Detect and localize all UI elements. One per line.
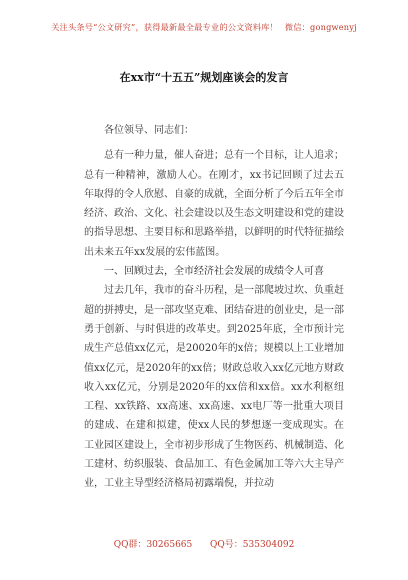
paragraph-review: 过去几年，我市的奋斗历程，是一部爬坡过坎、负重赶超的拼搏史，是一部攻坚克难、团结奋进的创业史，是一部勇于创新、与时俱进的改革史。到2025年底，全市预计完成生产总值xx亿元，是20020年的x倍；规模以上工业增加值xx亿元，是2020年的xx倍；财政总收入xx亿元地方财政收入xx亿元，分别是2020年的xx倍和xx倍。xx水利枢纽工程、xx铁路、xx高速、xx高速、xx电厂等一批重大项目的建成、在建和拟建，使xx人民的梦想逐一变成现实。在工业园区建设上，全市初步形成了生物医药、机械制造、化工建材、纺织服装、食品加工、有色金属加工等六大主导产业，工业主导型经济格局初露端倪，并拉动 bbox=[84, 285, 344, 490]
section-heading: 一、回顾过去，全市经济社会发展的成绩令人可喜 bbox=[104, 266, 324, 278]
wechat-id: 微信：gongwenyj bbox=[284, 22, 357, 32]
promo-banner bbox=[0, 22, 408, 33]
salutation: 各位领导、同志们： bbox=[104, 125, 194, 136]
qq-number: QQ号：535304092 bbox=[210, 540, 295, 550]
promo-banner-text: 关注头条号“公文研究”，获得最新最全最专业的公文资料库！ bbox=[51, 22, 279, 32]
contact-footer bbox=[0, 537, 408, 550]
qq-group: QQ群：30265665 bbox=[113, 540, 193, 550]
document-body bbox=[84, 121, 344, 494]
paragraph-intro: 总有一种力量，催人奋进；总有一个目标，让人追求；总有一种精神，激励人心。在刚才，xx书记回顾了过去五年取得的令人欣慰、自豪的成就，全面分析了今后五年全市经济、政治、文化、社会建设以及生态文明建设和党的建设的指导思想、主要目标和思路举措，以鲜明的时代特征描绘出未来五年xx发展的宏伟蓝图。 bbox=[84, 150, 344, 258]
document-title: 在xx市“十五五”规划座谈会的发言 bbox=[119, 71, 289, 84]
